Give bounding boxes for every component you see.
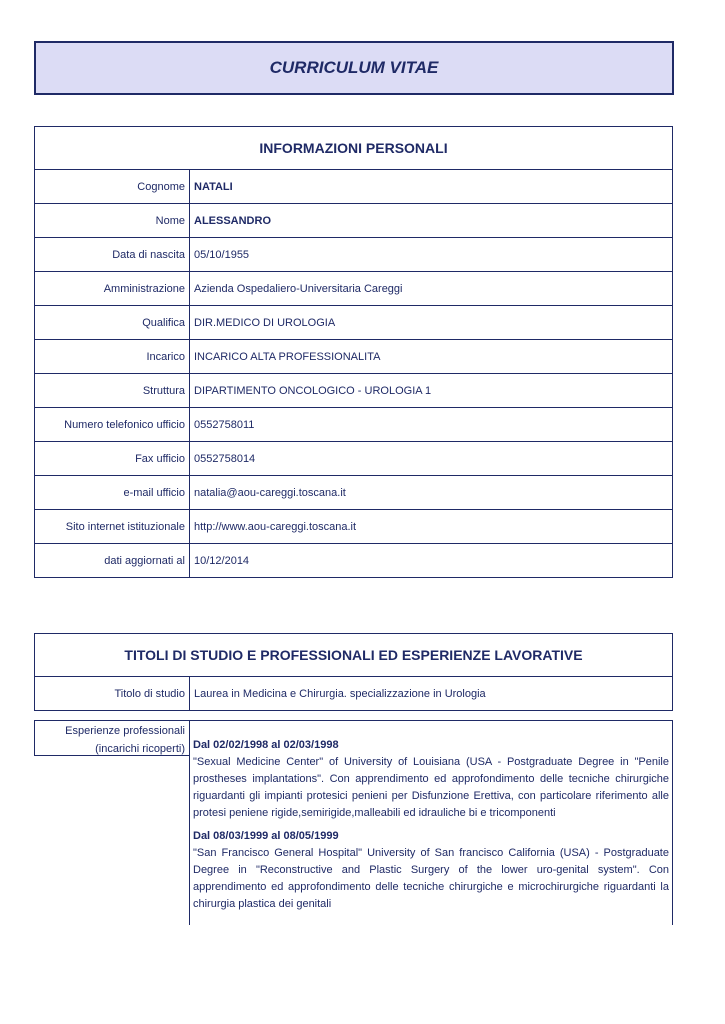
- field-value: DIPARTIMENTO ONCOLOGICO - UROLOGIA 1: [190, 374, 673, 408]
- field-label: Qualifica: [35, 306, 190, 340]
- field-value: DIR.MEDICO DI UROLOGIA: [190, 306, 673, 340]
- personal-info-row: [35, 442, 673, 476]
- cv-title: CURRICULUM VITAE: [269, 58, 439, 77]
- experience-period: Dal 02/02/1998 al 02/03/1998: [193, 739, 339, 751]
- studies-heading: TITOLI DI STUDIO E PROFESSIONALI ED ESPERIENZE LAVORATIVE: [35, 634, 673, 677]
- personal-info-row: [35, 170, 673, 204]
- field-value: http://www.aou-careggi.toscana.it: [190, 510, 673, 544]
- titolo-studio-value: Laurea in Medicina e Chirurgia. specializzazione in Urologia: [190, 677, 673, 711]
- personal-info-row: [35, 476, 673, 510]
- personal-info-row: [35, 238, 673, 272]
- personal-info-row: [35, 306, 673, 340]
- personal-info-row: [35, 408, 673, 442]
- field-value: 0552758011: [190, 408, 673, 442]
- experience-entry: [193, 828, 669, 913]
- personal-info-rows: [35, 170, 673, 578]
- field-label: Struttura: [35, 374, 190, 408]
- cv-title-box: [34, 41, 674, 95]
- field-value: Azienda Ospedaliero-Universitaria Careggi: [190, 272, 673, 306]
- field-value: 0552758014: [190, 442, 673, 476]
- field-label: Fax ufficio: [35, 442, 190, 476]
- field-label: Sito internet istituzionale: [35, 510, 190, 544]
- experience-entry: [193, 737, 669, 822]
- experience-label: [34, 722, 185, 758]
- personal-info-table: [34, 126, 673, 578]
- studies-table: [34, 633, 673, 711]
- field-value: NATALI: [190, 170, 673, 204]
- personal-info-row: [35, 272, 673, 306]
- field-value: 10/12/2014: [190, 544, 673, 578]
- personal-info-row: [35, 544, 673, 578]
- field-label: Amministrazione: [35, 272, 190, 306]
- experience-label-line1: Esperienze professionali: [65, 725, 185, 737]
- field-label: e-mail ufficio: [35, 476, 190, 510]
- field-label: Cognome: [35, 170, 190, 204]
- experience-label-line2: (incarichi ricoperti): [95, 743, 185, 755]
- field-label: Nome: [35, 204, 190, 238]
- experience-entries: [193, 737, 669, 919]
- field-label: dati aggiornati al: [35, 544, 190, 578]
- personal-info-heading: INFORMAZIONI PERSONALI: [35, 127, 673, 170]
- field-value: INCARICO ALTA PROFESSIONALITA: [190, 340, 673, 374]
- titolo-studio-label: Titolo di studio: [35, 677, 190, 711]
- field-value: natalia@aou-careggi.toscana.it: [190, 476, 673, 510]
- field-label: Data di nascita: [35, 238, 190, 272]
- field-value: ALESSANDRO: [190, 204, 673, 238]
- field-label: Incarico: [35, 340, 190, 374]
- field-value: 05/10/1955: [190, 238, 673, 272]
- experience-period: Dal 08/03/1999 al 08/05/1999: [193, 830, 339, 842]
- experience-description: "San Francisco General Hospital" University of San francisco California (USA) - Postgraduate Degree in "Reconstructive and Plastic Surgery of the lower uro-genital system". Con apprendimento ed approfondimento delle tecniche chirurgiche e microchirurgiche riguardanti la chirurgia plastica dei genitali: [193, 847, 669, 910]
- field-label: Numero telefonico ufficio: [35, 408, 190, 442]
- experience-description: "Sexual Medicine Center" of University of Louisiana (USA - Postgraduate Degree in "Penile prostheses implantations". Con apprendimento ed approfondimento delle tecniche chirurgiche riguardanti gli impianti protesici penieni per Disfunzione Erettiva, con particolare riferimento alle protesi peniene rigide,semirigide,malleabili ed idrauliche bi e tricomponenti: [193, 756, 669, 819]
- personal-info-row: [35, 510, 673, 544]
- personal-info-row: [35, 340, 673, 374]
- personal-info-row: [35, 374, 673, 408]
- personal-info-row: [35, 204, 673, 238]
